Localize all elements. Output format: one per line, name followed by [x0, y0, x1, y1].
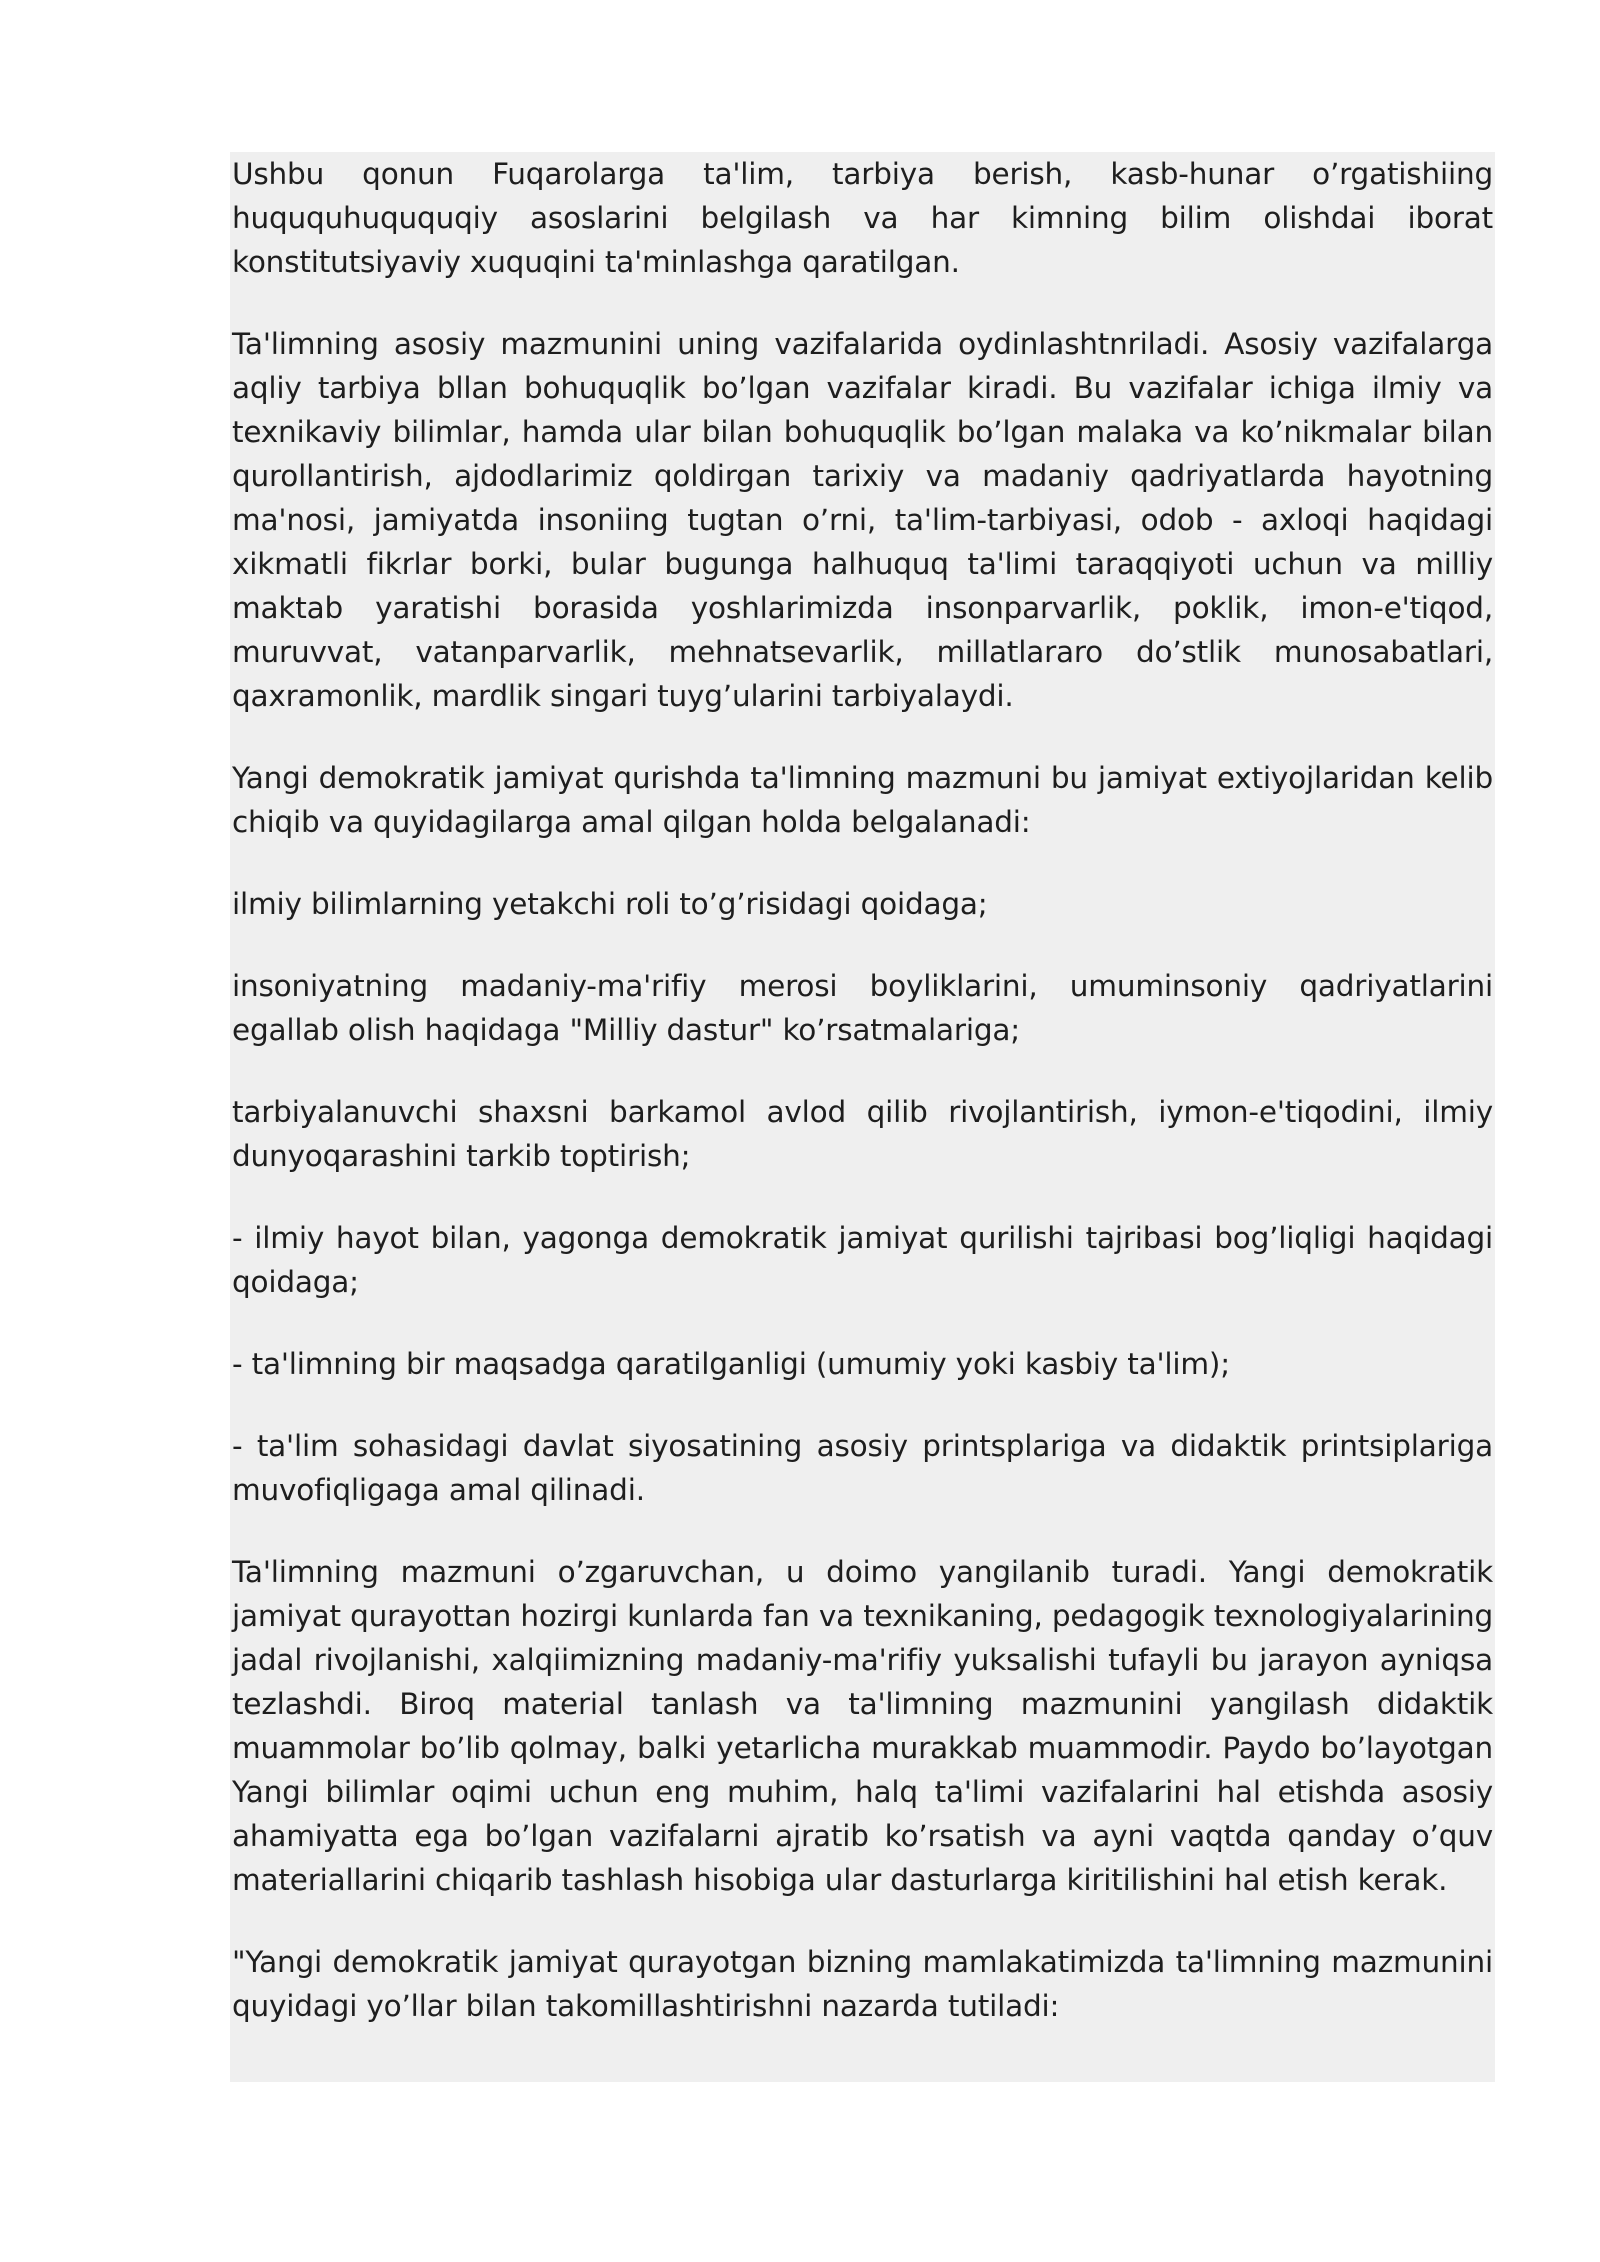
paragraph-5: insoniyatning madaniy-ma'rifiy merosi boyliklarini, umuminsoniy qadriyatlarini egallab olish haqidaga "Milliy dastur" ko’rsatmalariga; [232, 969, 1493, 1047]
paragraph-6: tarbiyalanuvchi shaxsni barkamol avlod qilib rivojlantirish, iymon-e'tiqodini, ilmiy dunyoqarashini tarkib toptirish; [232, 1095, 1493, 1173]
paragraph-8: - ta'limning bir maqsadga qaratilganligi (umumiy yoki kasbiy ta'lim); [232, 1347, 1230, 1381]
paragraph-11: "Yangi demokratik jamiyat qurayotgan bizning mamlakatimizda ta'limning mazmunini quyidagi yo’llar bilan takomillashtirishni nazarda tutiladi: [232, 1945, 1493, 2023]
paragraph-7: - ilmiy hayot bilan, yagonga demokratik jamiyat qurilishi tajribasi bog’liqligi haqidagi qoidaga; [232, 1221, 1493, 1299]
paragraph-4: ilmiy bilimlarning yetakchi roli to’g’risidagi qoidaga; [232, 887, 988, 921]
document-body [230, 152, 1495, 2082]
paragraph-10: Ta'limning mazmuni o’zgaruvchan, u doimo yangilanib turadi. Yangi demokratik jamiyat qurayottan hozirgi kunlarda fan va texnikaning, pedagogik texnologiyalarining jadal rivojlanishi, xalqiimizning madaniy-ma'rifiy yuksalishi tufayli bu jarayon ayniqsa tezlashdi. Biroq material tanlash va ta'limning mazmunini yangilash didaktik muammolar bo’lib qolmay, balki yetarlicha murakkab muammodir. Paydo bo’layotgan Yangi bilimlar oqimi uchun eng muhim, halq ta'limi vazifalarini hal etishda asosiy ahamiyatta ega bo’lgan vazifalarni ajratib ko’rsatish va ayni vaqtda qanday o’quv materiallarini chiqarib tashlash hisobiga ular dasturlarga kiritilishini hal etish kerak. [232, 1555, 1493, 1897]
paragraph-3: Yangi demokratik jamiyat qurishda ta'limning mazmuni bu jamiyat extiyojlaridan kelib chiqib va quyidagilarga amal qilgan holda belgalanadi: [232, 761, 1493, 839]
paragraph-9: - ta'lim sohasidagi davlat siyosatining asosiy printsplariga va didaktik printsiplariga muvofiqligaga amal qilinadi. [232, 1429, 1493, 1507]
paragraph-1: Ushbu qonun Fuqarolarga ta'lim, tarbiya berish, kasb-hunar o’rgatishiing huququhuququqiy asoslarini belgilash va har kimning bilim olishdai iborat konstitutsiyaviy xuquqini ta'minlashga qaratilgan. [232, 157, 1493, 279]
paragraph-2: Ta'limning asosiy mazmunini uning vazifalarida oydinlashtnriladi. Asosiy vazifalarga aqliy tarbiya bllan bohuquqlik bo’lgan vazifalar kiradi. Bu vazifalar ichiga ilmiy va texnikaviy bilimlar, hamda ular bilan bohuquqlik bo’lgan malaka va ko’nikmalar bilan qurollantirish, ajdodlarimiz qoldirgan tarixiy va madaniy qadriyatlarda hayotning ma'nosi, jamiyatda insoniing tugtan o’rni, ta'lim-tarbiyasi, odob - axloqi haqidagi xikmatli fikrlar borki, bular bugunga halhuquq ta'limi taraqqiyoti uchun va milliy maktab yaratishi borasida yoshlarimizda insonparvarlik, poklik, imon-e'tiqod, muruvvat, vatanparvarlik, mehnatsevarlik, millatlararo do’stlik munosabatlari, qaxramonlik, mardlik singari tuyg’ularini tarbiyalaydi. [232, 327, 1493, 713]
